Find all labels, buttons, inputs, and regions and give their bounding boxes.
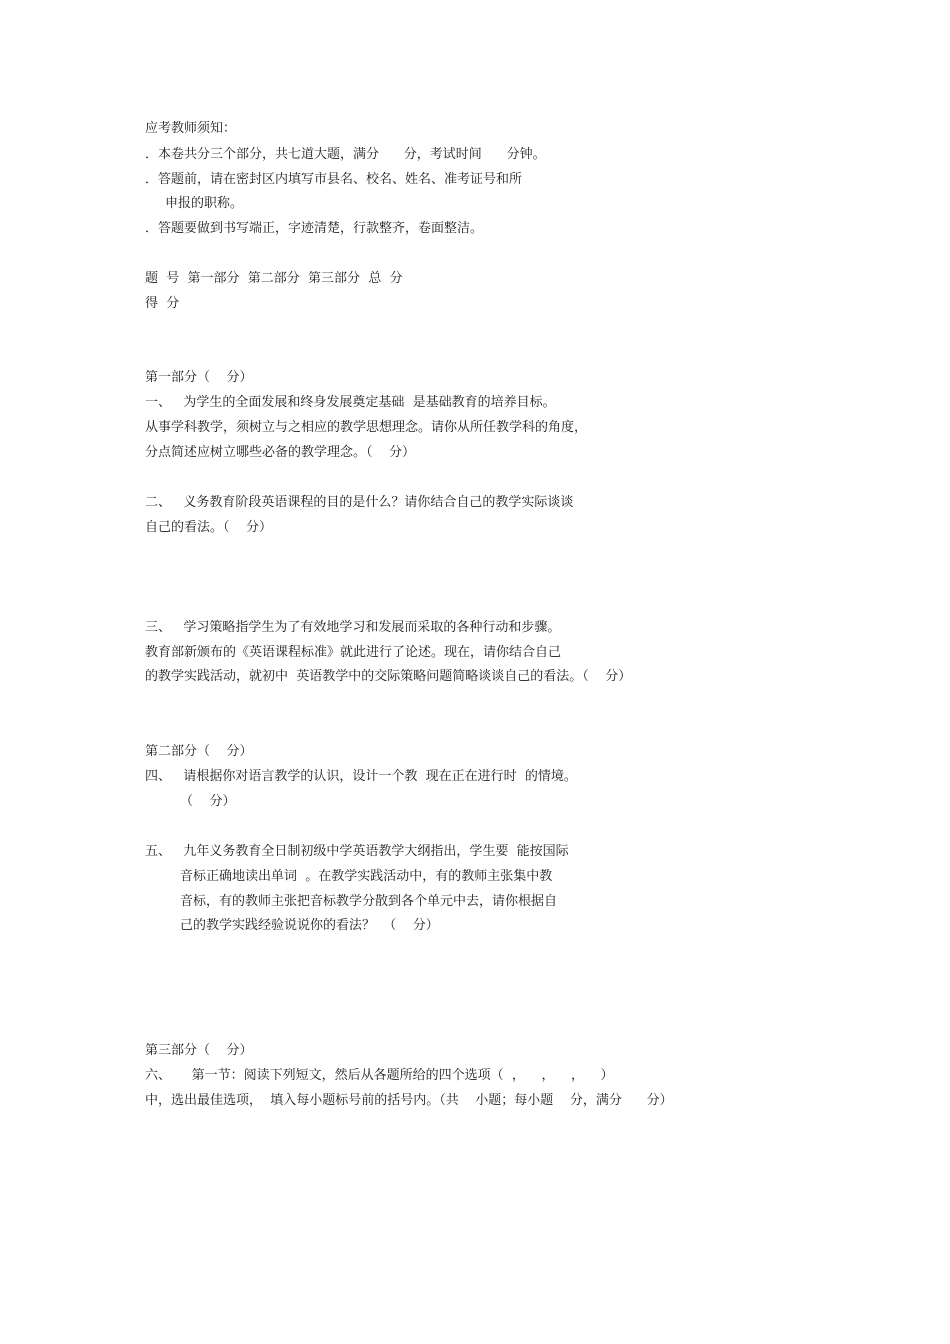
question-6-line-1: 六、 第一节：阅读下列短文，然后从各题所给的四个选项（ ， ， ， ） xyxy=(145,1068,614,1083)
notice-item-2-cont: 申报的职称。 xyxy=(165,196,244,211)
question-6-line-2: 中，选出最佳选项， 填入每小题标号前的括号内。（共 小题；每小题 分，满分 分） xyxy=(145,1093,673,1108)
question-3-line-3: 的教学实践活动，就初中 英语教学中的交际策略问题简略谈谈自己的看法。（ 分） xyxy=(145,669,632,684)
score-table-row: 得 分 xyxy=(145,296,180,311)
question-5-line-3: 音标，有的教师主张把音标教学分散到各个单元中去，请你根据自 xyxy=(180,894,558,909)
question-2-line-1: 二、 义务教育阶段英语课程的目的是什么？请你结合自己的教学实际谈谈 xyxy=(145,495,574,510)
notice-item-3: ．答题要做到书写端正，字迹清楚，行款整齐，卷面整洁。 xyxy=(145,221,484,236)
question-4-line-2: （ 分） xyxy=(180,794,236,809)
question-1-line-1: 一、 为学生的全面发展和终身发展奠定基础 是基础教育的培养目标。 xyxy=(145,395,556,410)
question-3-line-1: 三、 学习策略指学生为了有效地学习和发展而采取的各种行动和步骤。 xyxy=(145,620,561,635)
notice-item-2: ．答题前，请在密封区内填写市县名、校名、姓名、准考证号和所 xyxy=(145,172,523,187)
notice-item-1: ．本卷共分三个部分，共七道大题，满分 分，考试时间 分钟。 xyxy=(145,147,546,162)
question-5-line-2: 音标正确地读出单词 。在教学实践活动中，有的教师主张集中教 xyxy=(180,869,553,884)
question-3-line-2: 教育部新颁布的《英语课程标准》就此进行了论述。现在，请你结合自己 xyxy=(145,645,562,660)
question-5-line-1: 五、 九年义务教育全日制初级中学英语教学大纲指出，学生要 能按国际 xyxy=(145,844,569,859)
question-2-line-2: 自己的看法。（ 分） xyxy=(145,520,273,535)
question-5-line-4: 己的教学实践经验说说你的看法？ （ 分） xyxy=(180,918,439,933)
score-table-header: 题 号 第一部分 第二部分 第三部分 总 分 xyxy=(145,271,403,286)
part3-title: 第三部分（ 分） xyxy=(145,1043,253,1058)
question-4-line-1: 四、 请根据你对语言教学的认识，设计一个教 现在正在进行时 的情境。 xyxy=(145,769,577,784)
question-1-line-2: 从事学科教学，须树立与之相应的教学思想理念。请你从所任教学科的角度， xyxy=(145,420,588,435)
part2-title: 第二部分（ 分） xyxy=(145,744,253,759)
notice-title: 应考教师须知： xyxy=(145,121,237,136)
part1-title: 第一部分（ 分） xyxy=(145,370,253,385)
question-1-line-3: 分点简述应树立哪些必备的教学理念。（ 分） xyxy=(145,445,416,460)
